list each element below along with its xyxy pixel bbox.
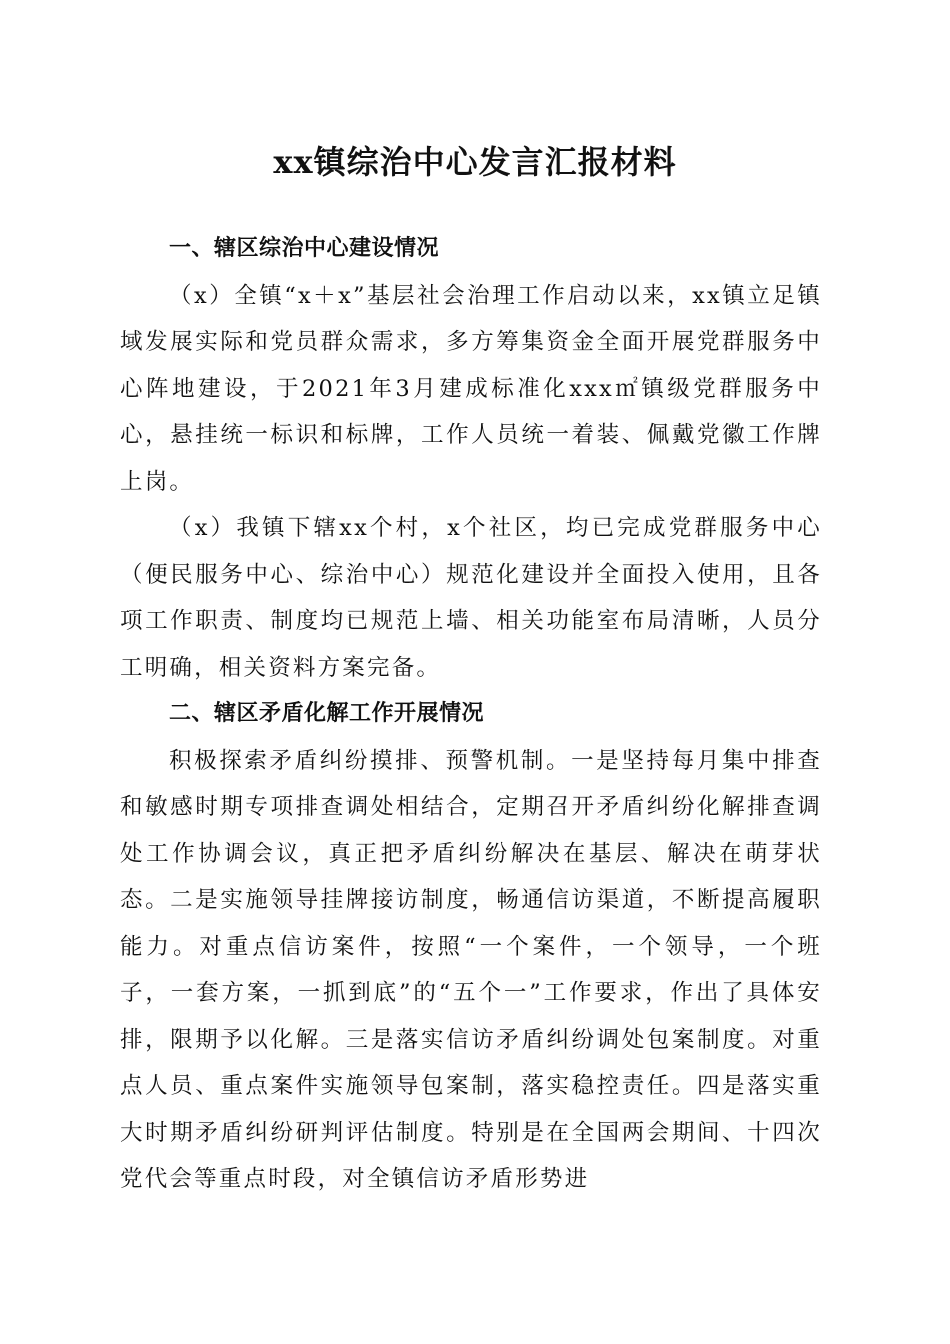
- section-1-paragraph-2: （x）我镇下辖xx个村，x个社区，均已完成党群服务中心（便民服务中心、综治中心）规范化建设并全面投入使用，且各项工作职责、制度均已规范上墙、相关功能室布局清晰，人员分工明确，相关资料方案完备。: [120, 515, 822, 681]
- section-1-heading: 一、辖区综治中心建设情况: [169, 236, 440, 261]
- section-1: [120, 226, 822, 691]
- section-1-paragraph-1: （x）全镇“x＋x”基层社会治理工作启动以来，xx镇立足镇域发展实际和党员群众需求，多方筹集资金全面开展党群服务中心阵地建设，于2021年3月建成标准化xxx㎡镇级党群服务中心，悬挂统一标识和标牌，工作人员统一着装、佩戴党徽工作牌上岗。: [120, 282, 822, 495]
- document-body: [120, 226, 822, 1203]
- section-2-heading: 二、辖区矛盾化解工作开展情况: [169, 701, 485, 726]
- section-2: [120, 691, 822, 1203]
- section-2-paragraph-1: 积极探索矛盾纠纷摸排、预警机制。一是坚持每月集中排查和敏感时期专项排查调处相结合，定期召开矛盾纠纷化解排查调处工作协调会议，真正把矛盾纠纷解决在基层、解决在萌芽状态。二是实施领导挂牌接访制度，畅通信访渠道，不断提高履职能力。对重点信访案件，按照“一个案件，一个领导，一个班子，一套方案，一抓到底”的“五个一”工作要求，作出了具体安排，限期予以化解。三是落实信访矛盾纠纷调处包案制度。对重点人员、重点案件实施领导包案制，落实稳控责任。四是落实重大时期矛盾纠纷研判评估制度。特别是在全国两会期间、十四次党代会等重点时段，对全镇信访矛盾形势进: [120, 747, 822, 1192]
- document-title: xx镇综治中心发言汇报材料: [273, 143, 677, 181]
